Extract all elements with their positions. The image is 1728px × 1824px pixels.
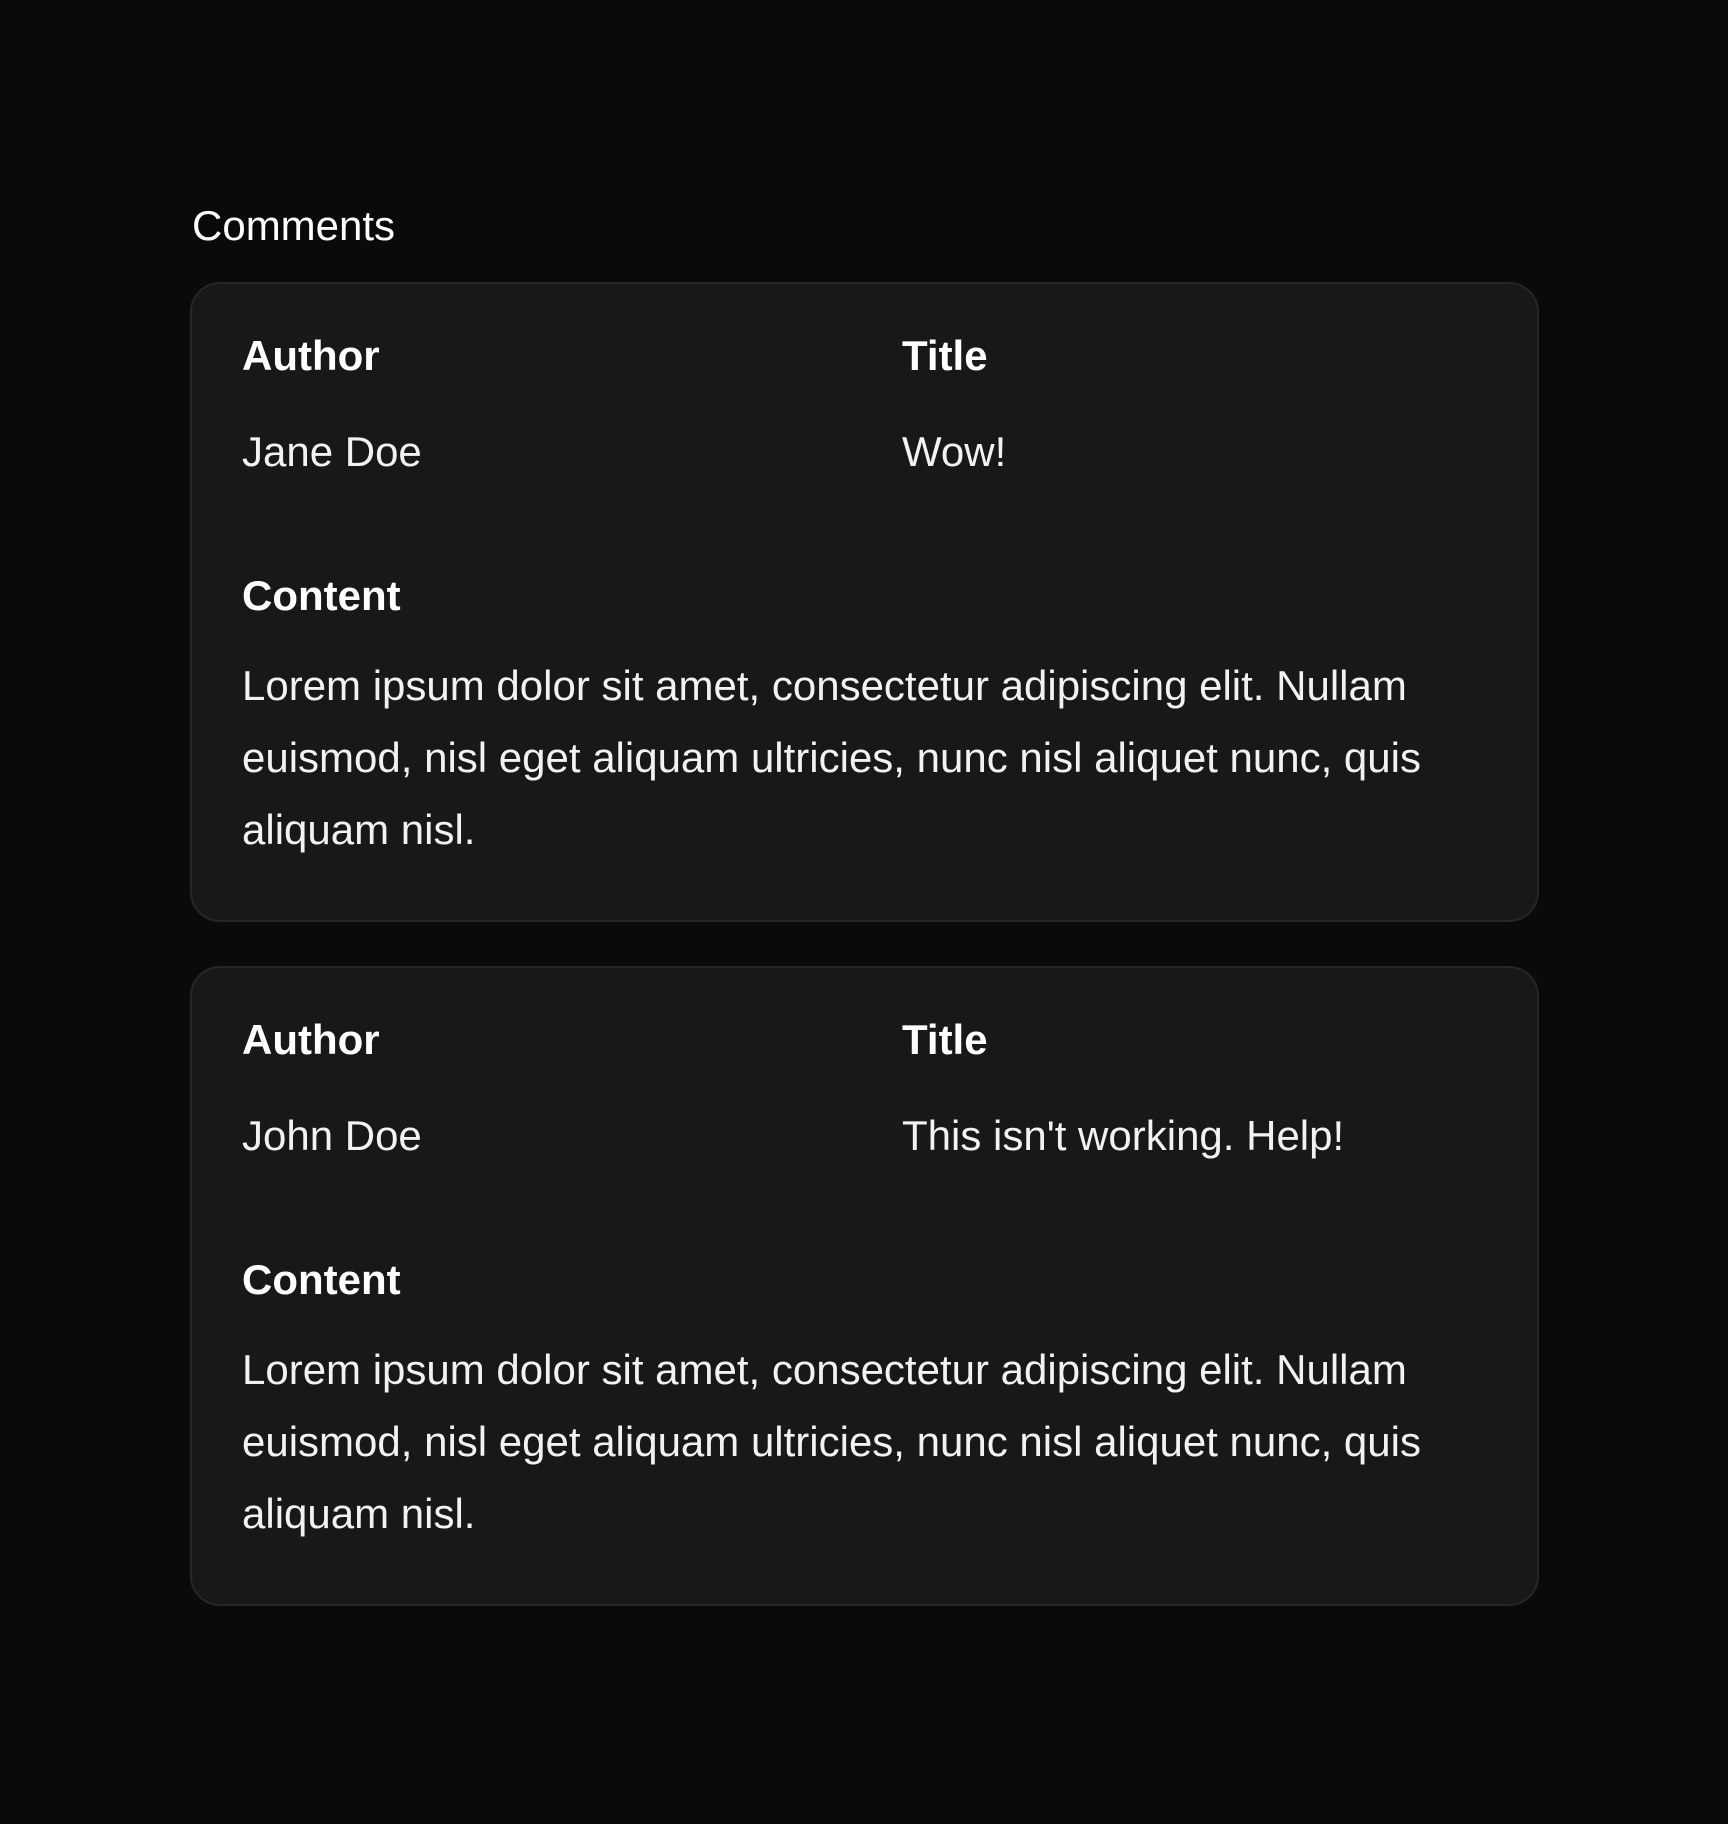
section-title: Comments (192, 202, 396, 249)
title-field (902, 1014, 1487, 1162)
title-value: This isn't working. Help! (902, 1112, 1345, 1159)
title-field (902, 330, 1487, 478)
comment-card (190, 966, 1539, 1606)
content-value: Lorem ipsum dolor sit amet, consectetur adipiscing elit. Nullam euismod, nisl eget aliquam ultricies, nunc nisl aliquet nunc, quis aliquam nisl. (242, 1346, 1421, 1537)
title-label: Title (902, 1016, 988, 1063)
comment-meta-row (242, 330, 1487, 478)
content-value: Lorem ipsum dolor sit amet, consectetur adipiscing elit. Nullam euismod, nisl eget aliquam ultricies, nunc nisl aliquet nunc, quis aliquam nisl. (242, 662, 1421, 853)
comment-card (190, 282, 1539, 922)
author-label: Author (242, 1016, 380, 1063)
title-value: Wow! (902, 428, 1007, 475)
author-value: Jane Doe (242, 428, 422, 475)
comments-section (190, 200, 1539, 1650)
author-field (242, 330, 902, 478)
content-label: Content (242, 572, 401, 619)
content-label: Content (242, 1256, 401, 1303)
content-field (242, 1254, 1487, 1550)
author-label: Author (242, 332, 380, 379)
author-field (242, 1014, 902, 1162)
title-label: Title (902, 332, 988, 379)
content-field (242, 570, 1487, 866)
author-value: John Doe (242, 1112, 422, 1159)
comment-meta-row (242, 1014, 1487, 1162)
